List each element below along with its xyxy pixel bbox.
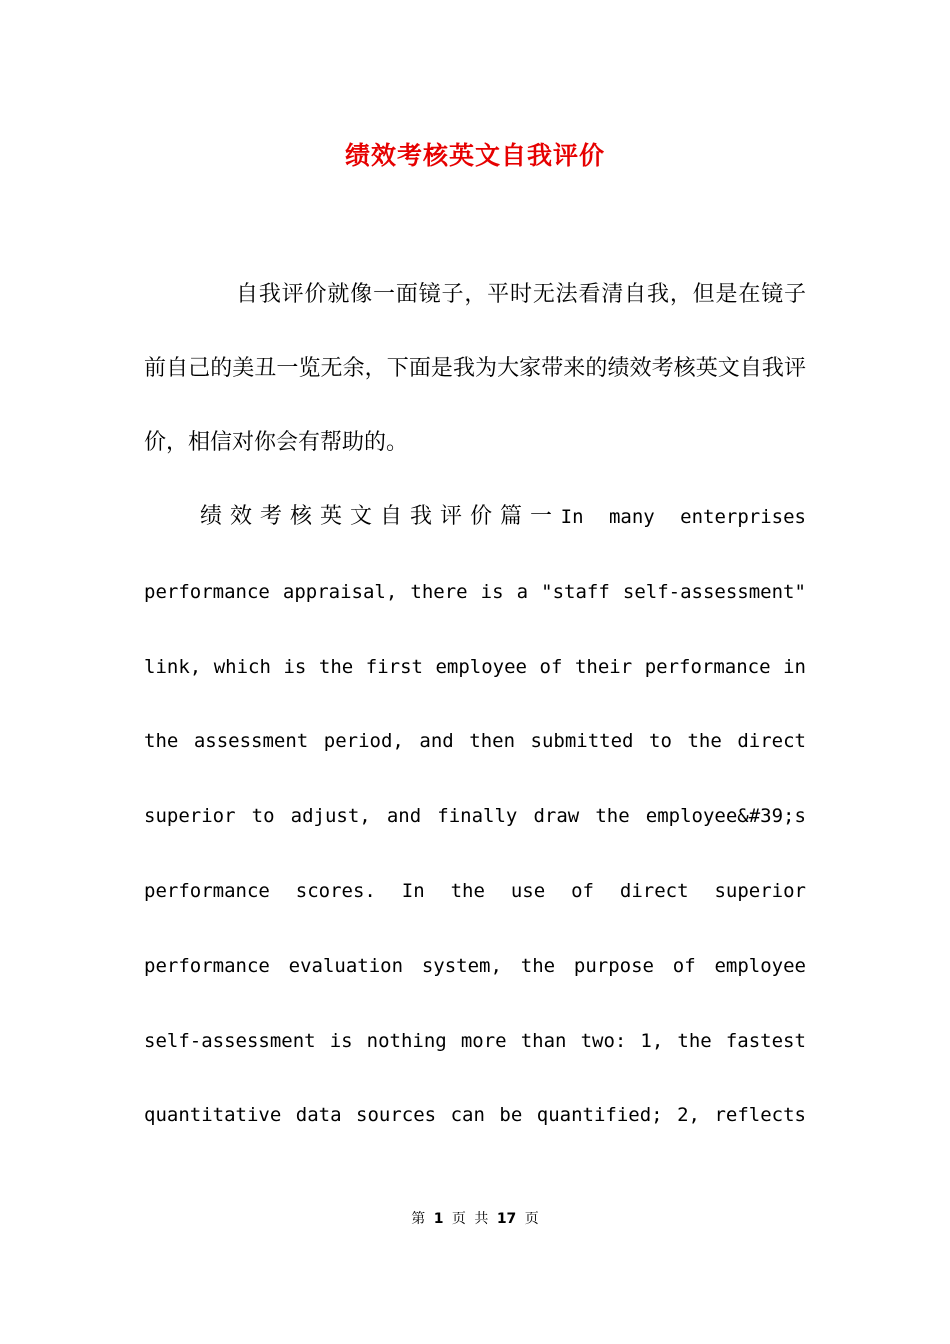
word: submitted (530, 730, 634, 753)
text-segment: In many enterprises (560, 506, 806, 528)
word: first (365, 655, 423, 678)
word: quantified; (536, 1104, 663, 1127)
word: draw (533, 805, 580, 828)
page-total: 17 (496, 1211, 517, 1227)
text-line (144, 929, 806, 1004)
text-line (144, 1004, 806, 1079)
word: the (520, 954, 556, 977)
text-line (144, 555, 806, 630)
word: quantitative (144, 1104, 282, 1127)
word: "staff (541, 580, 610, 603)
word: performance (144, 879, 270, 902)
word: nothing (366, 1029, 447, 1052)
word: and (419, 730, 454, 753)
word: to (251, 805, 275, 828)
word: the (687, 730, 722, 753)
word: assessment (193, 730, 309, 753)
page-footer (0, 1208, 950, 1228)
word: use (510, 879, 546, 902)
word: to (649, 730, 672, 753)
word: and (386, 805, 422, 828)
word: appraisal, (282, 580, 398, 603)
footer-prefix: 第 (411, 1211, 426, 1227)
word: In (401, 879, 425, 902)
word: a (516, 580, 529, 603)
word: fastest (725, 1029, 806, 1052)
word: purpose (573, 954, 654, 977)
word: superior (714, 879, 806, 902)
word: scores. (295, 879, 376, 902)
word: two: (580, 1029, 627, 1052)
word: superior (144, 805, 236, 828)
word: employee (435, 655, 527, 678)
text-line (144, 480, 806, 555)
word: employee (714, 954, 806, 977)
text-line (144, 854, 806, 929)
word: is (283, 655, 307, 678)
word: then (469, 730, 516, 753)
word: there (410, 580, 468, 603)
word: employee&#39;s (645, 805, 806, 828)
footer-middle: 页 共 (451, 1211, 489, 1227)
word: the (595, 805, 630, 828)
word: their (574, 655, 633, 678)
document-title: 绩效考核英文自我评价 (344, 141, 605, 170)
english-paragraph (144, 480, 806, 1153)
word: the (450, 879, 485, 902)
word: in (783, 655, 806, 678)
word: 1, (640, 1029, 664, 1052)
word: 2, (677, 1104, 700, 1127)
word: of (571, 879, 594, 902)
word: of (539, 655, 563, 678)
word: is (480, 580, 504, 603)
text-line (144, 704, 806, 779)
word: system, (421, 954, 502, 977)
word: the (318, 655, 354, 678)
word: direct (619, 879, 689, 902)
word: of (672, 954, 696, 977)
intro-paragraph: 自我评价就像一面镜子，平时无法看清自我，但是在镜子前自己的美丑一览无余，下面是我为大家带来的绩效考核英文自我评价，相信对你会有帮助的。 (144, 282, 806, 455)
word: finally (437, 805, 518, 828)
word: be (499, 1104, 523, 1127)
word: self-assessment" (622, 580, 806, 603)
word: period, (323, 730, 404, 753)
word: data (295, 1104, 342, 1127)
word: the (144, 730, 179, 753)
section-heading: 绩效考核英文自我评价篇一 (200, 504, 561, 529)
word: than (520, 1029, 567, 1052)
word: link, (144, 655, 202, 678)
word: is (329, 1029, 353, 1052)
word: evaluation (288, 954, 404, 977)
page-number: 1 (433, 1211, 444, 1227)
text-line (144, 1078, 806, 1153)
word: reflects (714, 1104, 806, 1127)
text-line (144, 779, 806, 854)
word: performance (644, 655, 771, 678)
word: sources (356, 1104, 437, 1127)
word: which (213, 655, 271, 678)
word: can (450, 1104, 485, 1127)
word: performance (144, 580, 270, 603)
word: performance (144, 954, 270, 977)
word: more (460, 1029, 507, 1052)
footer-suffix: 页 (524, 1211, 539, 1227)
word: self-assessment (144, 1029, 316, 1052)
word: the (677, 1029, 712, 1052)
word: adjust, (290, 805, 371, 828)
word: direct (737, 730, 806, 753)
text-line (144, 630, 806, 705)
